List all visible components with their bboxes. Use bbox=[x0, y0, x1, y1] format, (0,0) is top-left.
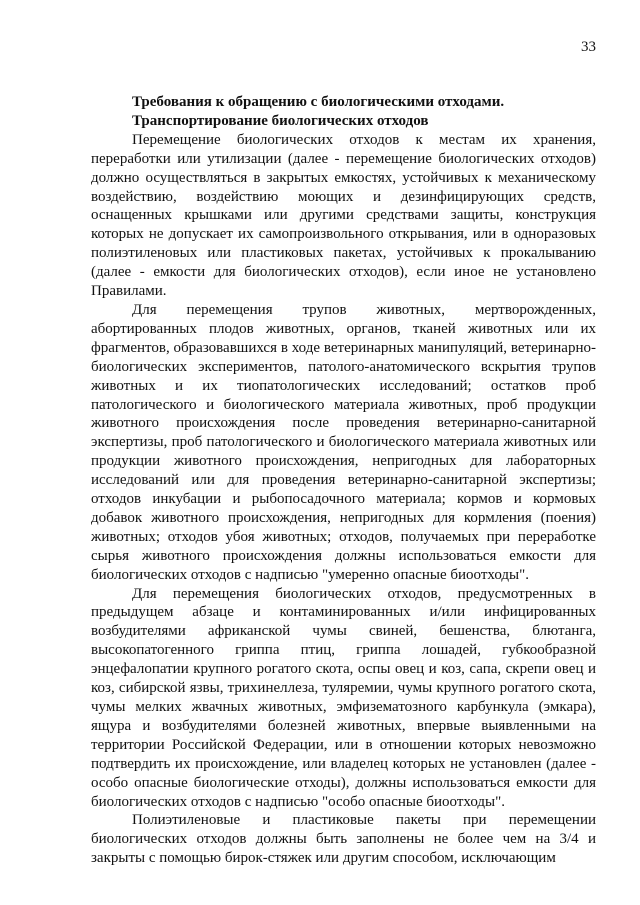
page-number: 33 bbox=[581, 39, 596, 55]
paragraph-bags-filling: Полиэтиленовые и пластиковые пакеты при перемещении биологических отходов должны быть заполнены не более чем на 3/4 и закрыты с помощью бирок-стяжек или другим способом, исключающим bbox=[91, 812, 596, 867]
paragraph-transport-containers: Перемещение биологических отходов к местам их хранения, переработки или утилизации (далее - перемещение биологических отходов) должно осуществляться в закрытых емкостях, устойчивых к механическому воздействию, воздействию моющих и дезинфицирующих средств, оснащенных крышками или другими средствами защиты, конструкция которых не допускает их самопроизвольного открывания, или в одноразовых полиэтиленовых или пластиковых пакетах, устойчивых к прокалыванию (далее - емкости для биологических отходов), если иное не установлено Правилами. bbox=[91, 131, 596, 300]
paragraph-moderately-hazardous: Для перемещения трупов животных, мертворожденных, абортированных плодов животных, органов, тканей животных или их фрагментов, образовавшихся в ходе ветеринарных манипуляций, ветеринарно-биологических экспериментов, патолого-анатомического вскрытия трупов животных и их тиопатологических исследований; остатков проб патологического и биологического материала животных, проб продукции животного происхождения после проведения ветеринарно-санитарной экспертизы, проб патологического и биологического материала животных или продукции животного происхождения, непригодных для лабораторных исследований или для проведения ветеринарно-санитарной экспертизы; отходов инкубации и рыбопосадочного материала; кормов и кормовых добавок животного происхождения, непригодных для кормления (поения) животных; отходов убоя животных; отходов, получаемых при переработке сырья животного происхождения должны использоваться емкости для биологических отходов с надписью "умеренно опасные биоотходы". bbox=[91, 301, 596, 583]
document-body bbox=[91, 93, 596, 868]
section-heading-line-2: Транспортирование биологических отходов bbox=[132, 112, 429, 129]
paragraph-especially-hazardous: Для перемещения биологических отходов, предусмотренных в предыдущем абзаце и контаминированных и/или инфицированных возбудителями африканской чумы свиней, бешенства, блютанга, высокопатогенного гриппа птиц, гриппа лошадей, губкообразной энцефалопатии крупного рогатого скота, оспы овец и коз, сапа, скрепи овец и коз, сибирской язвы, трихинеллеза, туляремии, чумы крупного рогатого скота, чумы мелких жвачных животных, эмфизематозного карбункула (эмкара), ящура и возбудителями болезней животных, впервые выявленными на территории Российской Федерации, или в отношении которых невозможно подтвердить их происхождение, или владелец которых не установлен (далее - особо опасные биологические отходы), должны использоваться емкости для биологических отходов с надписью "особо опасные биоотходы". bbox=[91, 585, 596, 810]
section-heading-line-1: Требования к обращению с биологическими отходами. bbox=[132, 94, 505, 110]
